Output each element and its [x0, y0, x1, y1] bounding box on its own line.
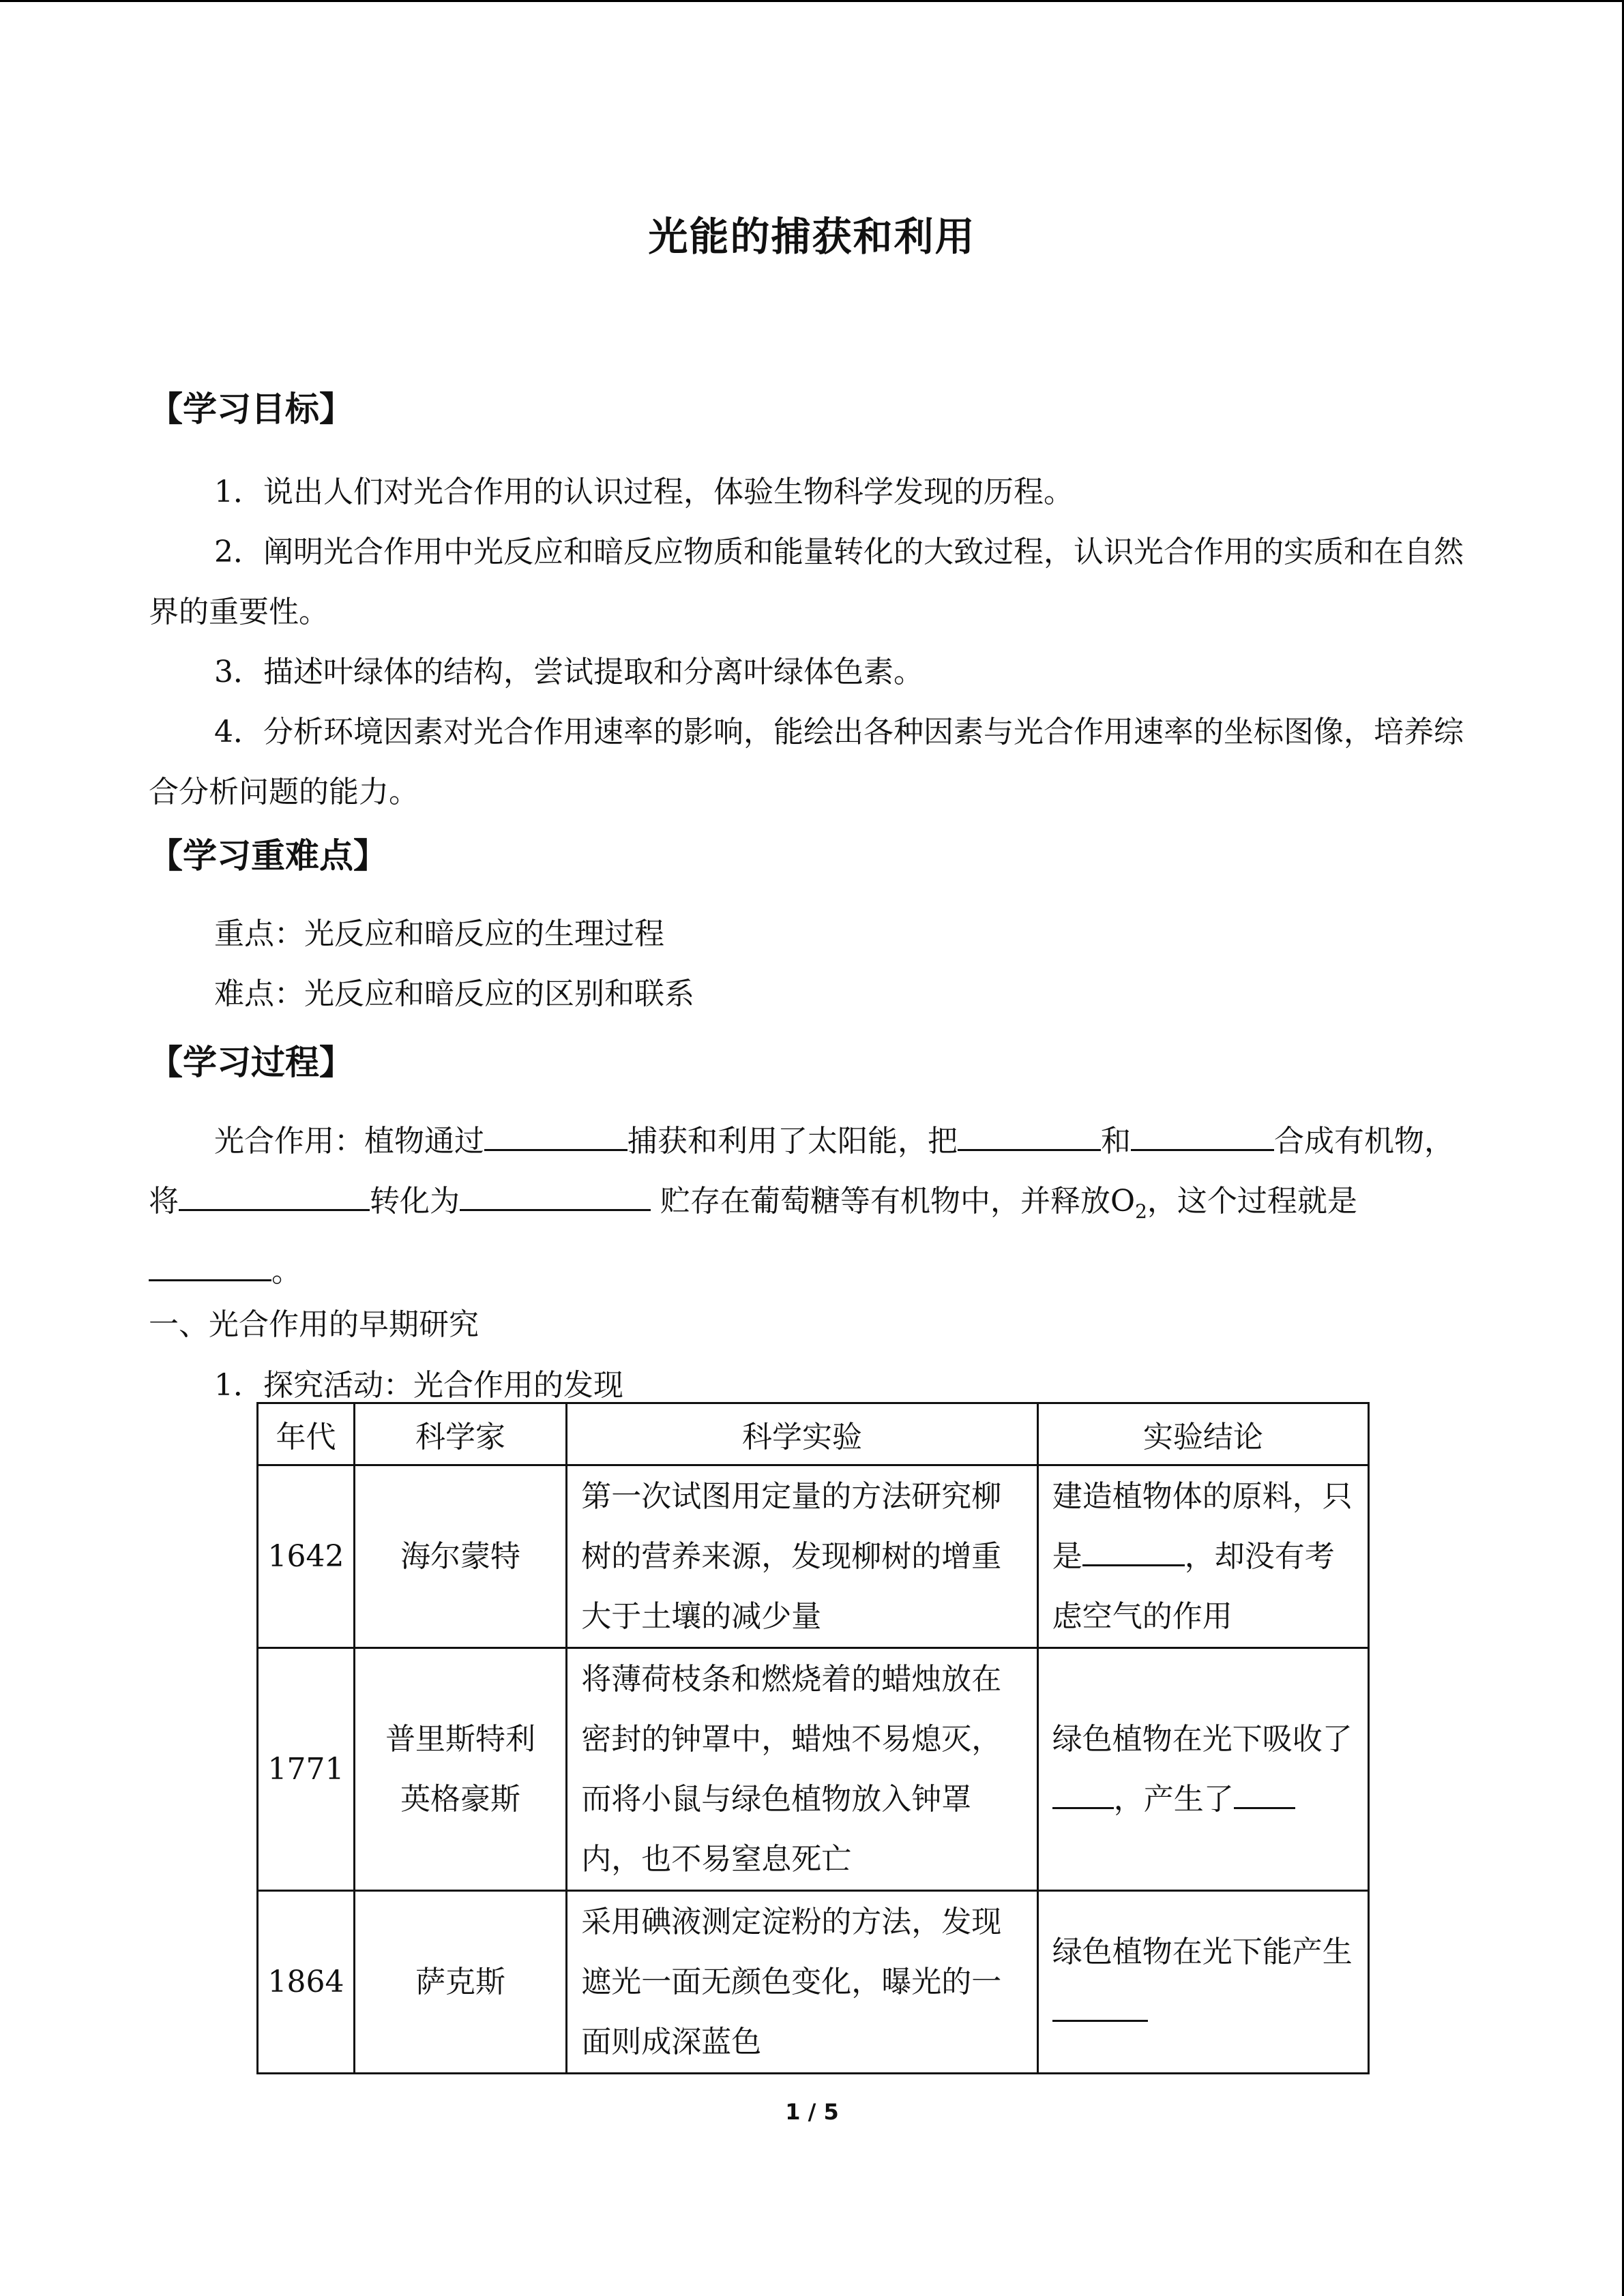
cell-year: 1771: [258, 1648, 355, 1891]
blank-conclusion[interactable]: [1052, 1993, 1148, 2022]
intro-text-5: 转化为: [370, 1184, 460, 1219]
cell-scientist: 萨克斯: [354, 1891, 566, 2074]
blank-4[interactable]: [179, 1182, 370, 1211]
table-header-row: [258, 1403, 1369, 1465]
key-point-difficulty: 难点：光反应和暗反应的区别和联系: [214, 976, 694, 1011]
blank-conclusion[interactable]: [1234, 1780, 1295, 1809]
cell-year: 1864: [258, 1891, 355, 2074]
blank-1[interactable]: [484, 1122, 628, 1151]
intro-text-4: 合成有机物，将: [149, 1124, 1454, 1219]
blank-6[interactable]: [149, 1252, 271, 1281]
activity-discovery: 1．探究活动：光合作用的发现: [214, 1368, 623, 1403]
page-border-top: [0, 0, 1624, 2]
scientist-name: 普里斯特利: [385, 1721, 536, 1757]
blank-conclusion[interactable]: [1082, 1537, 1185, 1566]
blank-5[interactable]: [460, 1182, 651, 1211]
intro-text-8: 。: [271, 1253, 301, 1289]
intro-text-1: 光合作用：植物通过: [214, 1124, 484, 1159]
header-experiment: 科学实验: [567, 1403, 1038, 1465]
discovery-table: [256, 1402, 1370, 2074]
objective-1: 1．说出人们对光合作用的认识过程，体验生物科学发现的历程。: [214, 475, 1074, 509]
table-row: [258, 1465, 1369, 1648]
intro-paragraph: [149, 1112, 1475, 1302]
page-number: 1 / 5: [785, 2099, 839, 2125]
conclusion-text-b: ，产生了: [1113, 1781, 1234, 1817]
table-row: [258, 1648, 1369, 1891]
key-point-focus: 重点：光反应和暗反应的生理过程: [214, 916, 664, 951]
objective-2: 2．阐明光合作用中光反应和暗反应物质和能量转化的大致过程，认识光合作用的实质和在自然界的重要性。: [149, 535, 1464, 629]
cell-scientist: [354, 1648, 566, 1891]
conclusion-text-a: 绿色植物在光下能产生: [1052, 1934, 1353, 1969]
header-year: 年代: [258, 1403, 355, 1465]
cell-conclusion: [1037, 1465, 1368, 1648]
header-scientist: 科学家: [354, 1403, 566, 1465]
cell-experiment: 将薄荷枝条和燃烧着的蜡烛放在密封的钟罩中，蜡烛不易熄灭，而将小鼠与绿色植物放入钟罩内，也不易窒息死亡: [567, 1648, 1038, 1891]
table-row: [258, 1891, 1369, 2074]
cell-conclusion: [1037, 1891, 1368, 2074]
heading-objectives: 【学习目标】: [149, 389, 353, 429]
objective-3: 3．描述叶绿体的结构，尝试提取和分离叶绿体色素。: [214, 655, 924, 689]
blank-conclusion[interactable]: [1052, 1780, 1114, 1809]
blank-3[interactable]: [1131, 1122, 1274, 1151]
cell-scientist: 海尔蒙特: [354, 1465, 566, 1648]
header-conclusion: 实验结论: [1037, 1403, 1368, 1465]
conclusion-text-a: 建造植物体的原料，只是: [1052, 1478, 1353, 1574]
conclusion-text-a: 绿色植物在光下吸收了: [1052, 1721, 1353, 1757]
intro-text-2: 捕获和利用了太阳能，把: [628, 1124, 958, 1159]
blank-2[interactable]: [958, 1122, 1101, 1151]
intro-text-3: 和: [1101, 1124, 1131, 1159]
cell-conclusion: [1037, 1648, 1368, 1891]
cell-experiment: 第一次试图用定量的方法研究柳树的营养来源，发现柳树的增重大于土壤的减少量: [567, 1465, 1038, 1648]
objective-4: 4．分析环境因素对光合作用速率的影响，能绘出各种因素与光合作用速率的坐标图像，培养综合分析问题的能力。: [149, 715, 1464, 809]
section-early-research: 一、光合作用的早期研究: [149, 1307, 479, 1342]
oxygen-subscript: 2: [1135, 1199, 1147, 1223]
scientist-name: 英格豪斯: [400, 1781, 521, 1817]
heading-key-points: 【学习重难点】: [149, 836, 387, 876]
cell-experiment: 采用碘液测定淀粉的方法，发现遮光一面无颜色变化，曝光的一面则成深蓝色: [567, 1891, 1038, 2074]
page-title: 光能的捕获和利用: [648, 213, 976, 260]
heading-process: 【学习过程】: [149, 1043, 353, 1082]
cell-year: 1642: [258, 1465, 355, 1648]
intro-text-6: 贮存在葡萄糖等有机物中，并释放O: [651, 1184, 1136, 1219]
intro-text-7: ，这个过程就是: [1147, 1184, 1357, 1219]
conclusion-text-b: ，却没有考虑空气的作用: [1052, 1538, 1335, 1634]
